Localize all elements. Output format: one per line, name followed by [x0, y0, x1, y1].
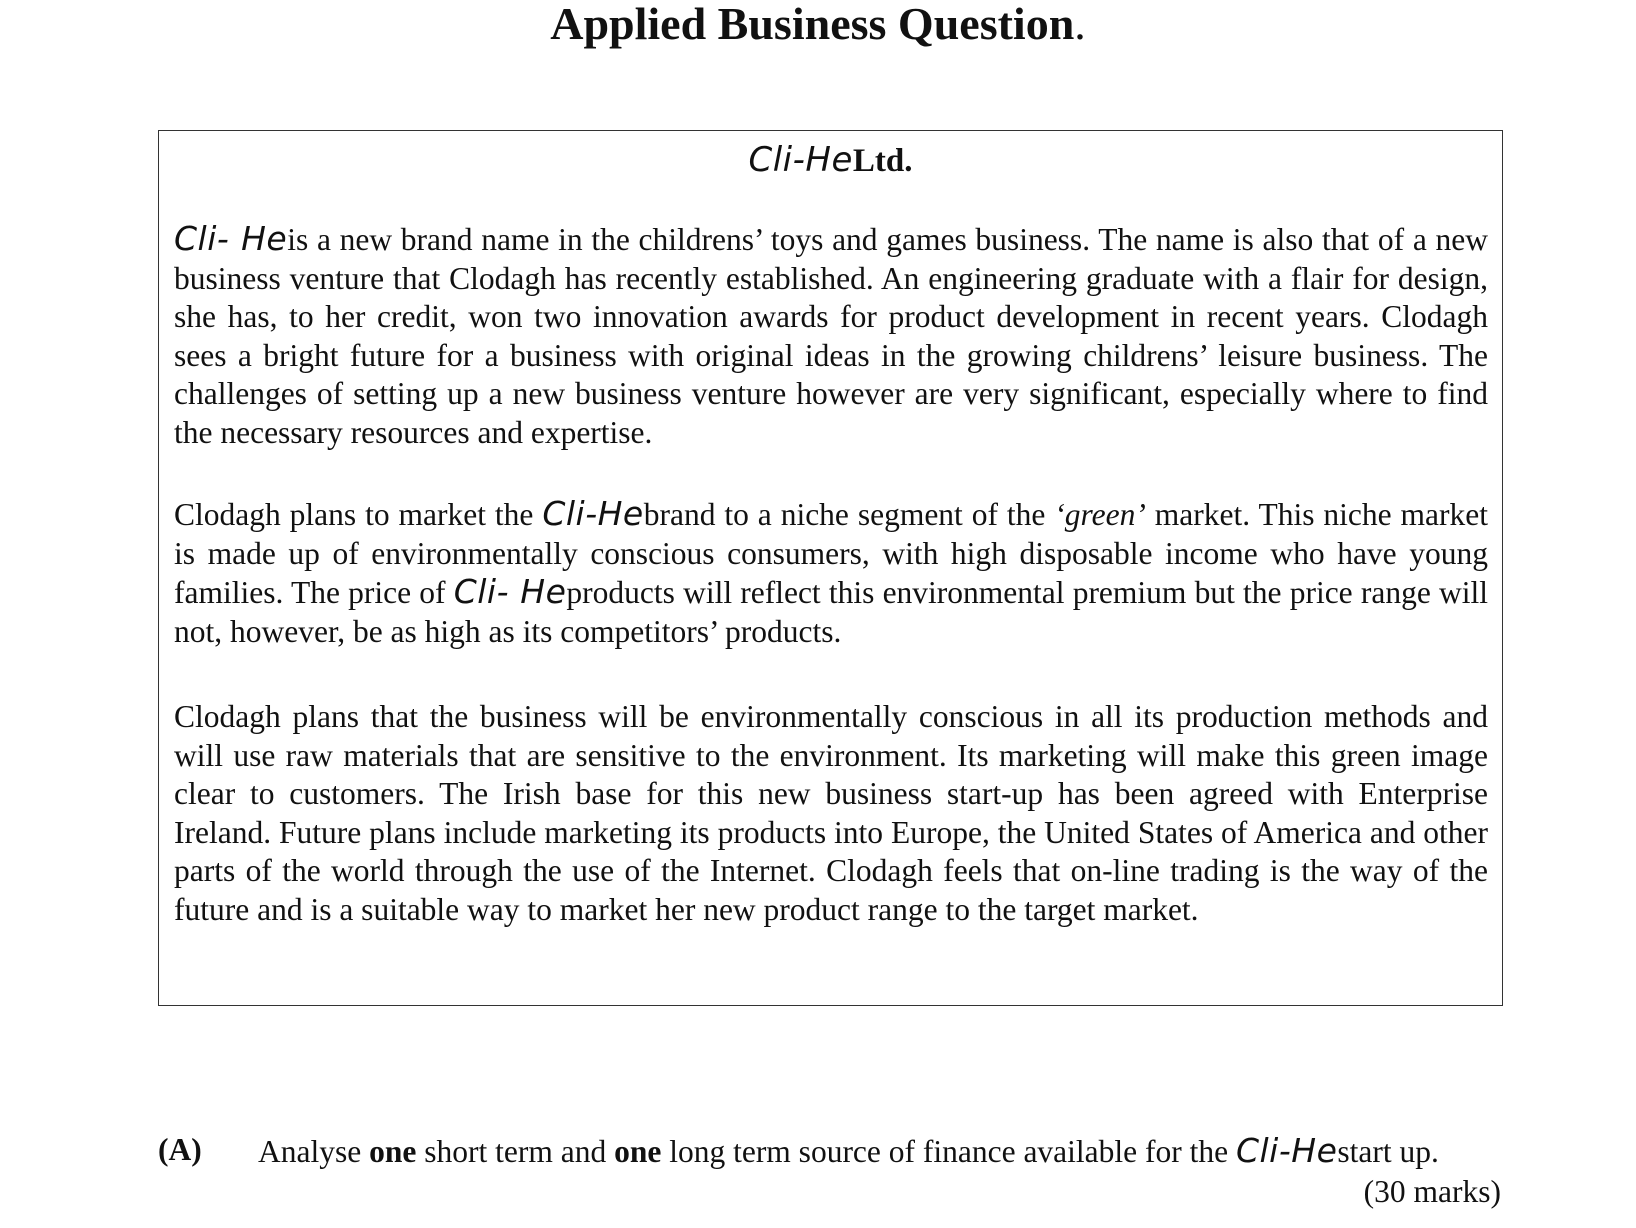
brand-name: Cli-He [1235, 1131, 1338, 1170]
question-label: (A) [158, 1132, 202, 1167]
question-bold-2: one [614, 1134, 662, 1169]
question-part-2: short term and [416, 1134, 615, 1169]
question-bold-1: one [369, 1134, 417, 1169]
marks-label: (30 marks) [1363, 1174, 1501, 1209]
brand-name: Cli- He [174, 219, 288, 258]
paragraph-2-part-2: brand to a niche segment of the [643, 497, 1055, 532]
case-study-heading [159, 135, 1502, 186]
paragraph-2-part-1: Clodagh plans to market the [174, 497, 543, 532]
page-title [0, 0, 1636, 52]
case-paragraph-3: Clodagh plans that the business will be environmentally conscious in all its production methods and will use raw materials that are sensitive to the environment. Its marketing will make this green image clear to customers. The Irish base for this new business start-up has been agreed with Enterprise Ireland. Future plans include marketing its products into Europe, the United States of America and other parts of the world through the use of the Internet. Clodagh feels that on-line trading is the way of the future and is a suitable way to market her new product range to the target market. [174, 699, 1488, 927]
quoted-word: ‘green’ [1054, 497, 1146, 532]
case-study-box [158, 130, 1503, 1006]
title-suffix: . [1074, 0, 1086, 49]
paragraph-1-text: is a new brand name in the childrens’ toys and games business. The name is also that of a new business venture that Clodagh has recently established. An engineering graduate with a flair for design, she has, to her credit, won two innovation awards for product development in recent years. Clodagh sees a bright future for a business with original ideas in the growing childrens’ leisure business. The challenges of setting up a new business venture however are very significant, especially where to find the necessary resources and expertise. [174, 222, 1488, 450]
paragraph-2-part-4: products will reflect this environmental premium but the price range will not, however, be as high as its competitors’ products. [174, 575, 1488, 649]
question-text [258, 1130, 1502, 1172]
question-part-4: start up. [1337, 1134, 1439, 1169]
question-part-1: Analyse [258, 1134, 370, 1169]
paragraph-2-part-3: market. This niche market is made up of environmentally conscious consumers, with high disposable income who have young families. The price of [174, 497, 1488, 610]
case-paragraph-1 [174, 220, 1488, 452]
brand-name: Cli-He [748, 140, 853, 180]
case-paragraph-2 [174, 495, 1488, 651]
question-part-3: long term source of finance available for the [661, 1134, 1236, 1169]
title-text: Applied Business Question [550, 0, 1075, 49]
brand-name: Cli- He [453, 572, 567, 611]
brand-name: Cli-He [542, 494, 644, 533]
company-suffix: Ltd. [852, 143, 913, 179]
